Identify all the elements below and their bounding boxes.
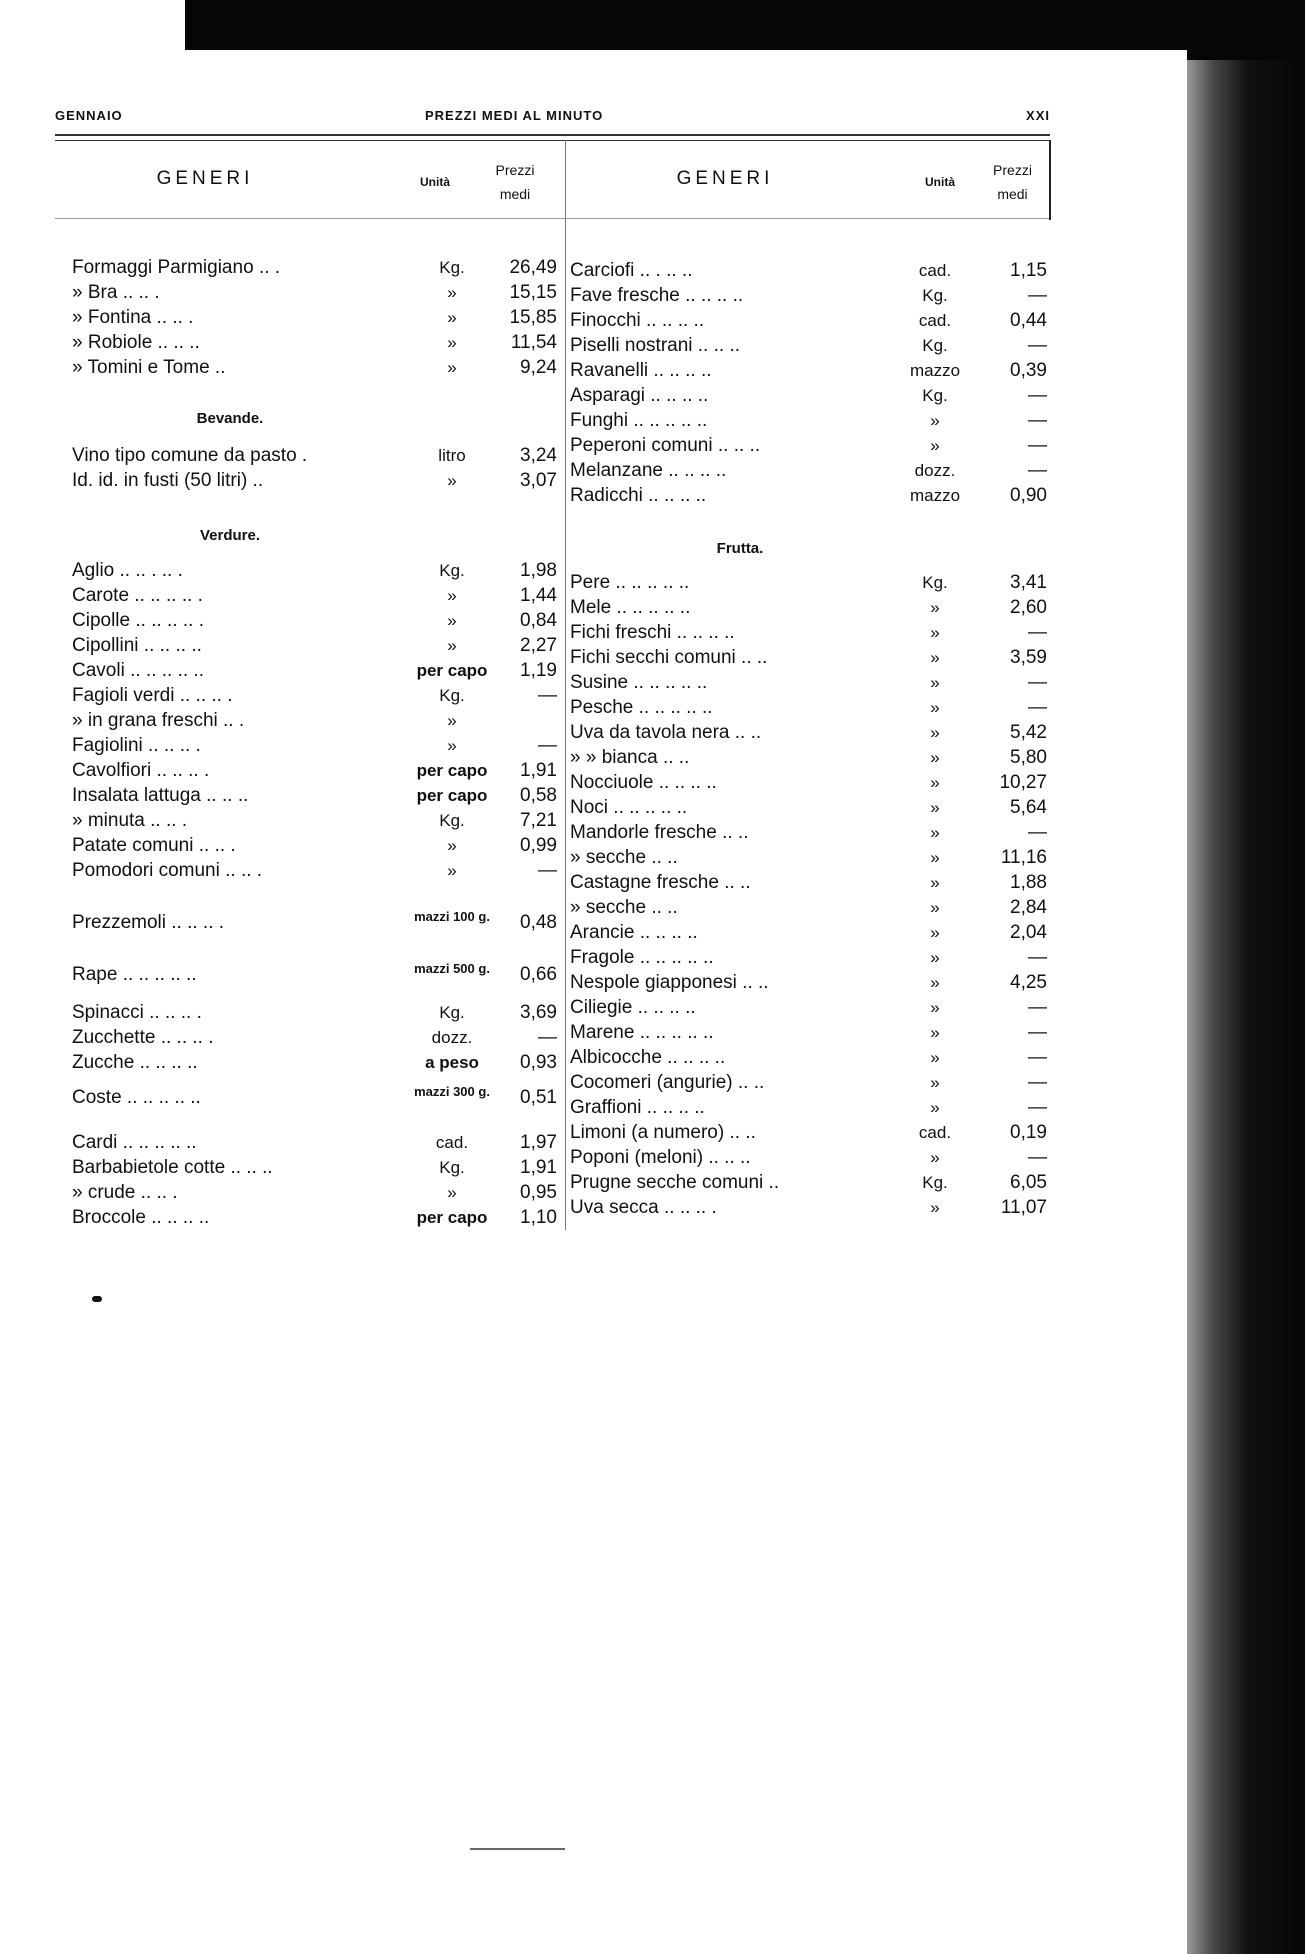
item-unit: » <box>930 698 940 717</box>
item-unit: mazzi 100 g. <box>414 909 490 924</box>
item-unit: » <box>930 1073 940 1092</box>
item-name: Cipolle .. .. .. .. . <box>72 610 204 631</box>
item-unit: » <box>930 823 940 842</box>
col-header-prezzi-right <box>975 158 1050 206</box>
item-price: — <box>538 735 557 756</box>
price-row <box>72 330 562 355</box>
item-name: Mele .. .. .. .. .. <box>570 597 691 618</box>
item-name: » Tomini e Tome .. <box>72 357 226 378</box>
item-name: Mandorle fresche .. .. <box>570 822 749 843</box>
item-unit: Kg. <box>439 1003 465 1022</box>
price-row <box>72 1000 562 1025</box>
item-name: Carote .. .. .. .. . <box>72 585 203 606</box>
item-unit: per capo <box>416 661 488 680</box>
price-row <box>72 733 562 758</box>
scan-border-right <box>1187 60 1305 1954</box>
price-row <box>570 720 1050 745</box>
item-unit: Kg. <box>439 811 465 830</box>
item-name: Cocomeri (angurie) .. .. <box>570 1072 765 1093</box>
item-unit: » <box>447 308 457 327</box>
item-name: Fave fresche .. .. .. .. <box>570 285 744 306</box>
price-row <box>570 845 1050 870</box>
price-row <box>570 408 1050 433</box>
price-row <box>570 1070 1050 1095</box>
medi-label: medi <box>997 186 1028 202</box>
item-price: 1,88 <box>1010 872 1047 893</box>
item-name: Uva da tavola nera .. .. <box>570 722 762 743</box>
item-unit: » <box>447 1183 457 1202</box>
item-price: 0,48 <box>520 912 557 933</box>
item-price: 4,25 <box>1010 972 1047 993</box>
item-unit: » <box>447 736 457 755</box>
item-price: 1,10 <box>520 1207 557 1228</box>
item-unit: » <box>447 711 457 730</box>
item-name: Cardi .. .. .. .. .. <box>72 1132 197 1153</box>
item-price: 3,69 <box>520 1002 557 1023</box>
item-unit: » <box>930 673 940 692</box>
item-name: Graffioni .. .. .. .. <box>570 1097 705 1118</box>
price-row <box>570 433 1050 458</box>
item-name: Ravanelli .. .. .. .. <box>570 360 712 381</box>
price-row <box>72 280 562 305</box>
price-row <box>570 645 1050 670</box>
item-price: — <box>1028 997 1047 1018</box>
item-price: 0,99 <box>520 835 557 856</box>
item-unit: litro <box>438 446 466 465</box>
price-row <box>570 308 1050 333</box>
item-price: — <box>1028 1097 1047 1118</box>
item-unit: dozz. <box>914 461 956 480</box>
item-name: Peperoni comuni .. .. .. <box>570 435 761 456</box>
item-price: — <box>1028 822 1047 843</box>
price-row <box>72 1205 562 1230</box>
item-unit: » <box>930 848 940 867</box>
item-name: Melanzane .. .. .. .. <box>570 460 727 481</box>
item-unit: dozz. <box>431 1028 473 1047</box>
item-name: Vino tipo comune da pasto . <box>72 445 308 466</box>
item-name: Pomodori comuni .. .. . <box>72 860 263 881</box>
item-unit: » <box>930 723 940 742</box>
header-rule-top-thin <box>55 140 1050 141</box>
item-name: Funghi .. .. .. .. .. <box>570 410 708 431</box>
item-price: 3,59 <box>1010 647 1047 668</box>
price-row <box>570 945 1050 970</box>
item-name: Pere .. .. .. .. .. <box>570 572 690 593</box>
running-head <box>55 108 1050 128</box>
item-name: » in grana freschi .. . <box>72 710 245 731</box>
item-name: Prezzemoli .. .. .. . <box>72 912 225 933</box>
item-unit: per capo <box>416 761 488 780</box>
price-row <box>72 558 562 583</box>
item-name: » minuta .. .. . <box>72 810 188 831</box>
item-unit: per capo <box>416 1208 488 1227</box>
price-row <box>570 820 1050 845</box>
item-unit: Kg. <box>439 561 465 580</box>
item-price: 2,27 <box>520 635 557 656</box>
item-unit: cad. <box>918 311 952 330</box>
item-unit: Kg. <box>922 386 948 405</box>
price-row <box>72 1180 562 1205</box>
item-unit: mazzi 500 g. <box>414 961 490 976</box>
price-row <box>72 962 562 987</box>
price-row <box>570 970 1050 995</box>
price-row <box>72 305 562 330</box>
price-row <box>570 458 1050 483</box>
item-price: 9,24 <box>520 357 557 378</box>
column-divider-right <box>1049 140 1051 220</box>
price-row <box>72 658 562 683</box>
item-unit: » <box>447 836 457 855</box>
item-name: » secche .. .. <box>570 847 678 868</box>
price-row <box>72 608 562 633</box>
item-unit: » <box>447 611 457 630</box>
item-price: 10,27 <box>999 772 1047 793</box>
item-unit: Kg. <box>439 1158 465 1177</box>
item-name: Castagne fresche .. .. <box>570 872 751 893</box>
item-name: » Bra .. .. . <box>72 282 160 303</box>
col-header-generi-right: GENERI <box>676 168 774 189</box>
section-heading: Frutta. <box>716 540 764 557</box>
price-row <box>72 833 562 858</box>
running-head-month: GENNAIO <box>55 108 123 123</box>
item-unit: Kg. <box>922 286 948 305</box>
price-row <box>72 355 562 380</box>
item-unit: » <box>447 358 457 377</box>
price-row <box>570 333 1050 358</box>
item-name: Rape .. .. .. .. .. <box>72 964 197 985</box>
price-row <box>570 1170 1050 1195</box>
item-price: — <box>1028 385 1047 406</box>
price-row <box>570 1095 1050 1120</box>
item-price: 15,85 <box>509 307 557 328</box>
item-price: 3,24 <box>520 445 557 466</box>
price-row <box>72 1130 562 1155</box>
medi-label: medi <box>499 186 531 202</box>
item-price: 11,16 <box>1000 847 1047 868</box>
item-unit: a peso <box>425 1053 479 1072</box>
column-divider-center <box>565 140 566 1230</box>
item-name: Ciliegie .. .. .. .. <box>570 997 696 1018</box>
item-name: Arancie .. .. .. .. <box>570 922 698 943</box>
item-name: » » bianca .. .. <box>570 747 690 768</box>
item-name: Spinacci .. .. .. . <box>72 1002 202 1023</box>
item-price: — <box>538 860 557 881</box>
section-heading: Bevande. <box>196 410 264 427</box>
item-name: » Fontina .. .. . <box>72 307 194 328</box>
price-row <box>570 920 1050 945</box>
item-unit: Kg. <box>922 573 948 592</box>
item-name: Nespole giapponesi .. .. <box>570 972 769 993</box>
price-row <box>570 620 1050 645</box>
prezzi-label: Prezzi <box>495 162 535 178</box>
item-name: Cipollini .. .. .. .. <box>72 635 202 656</box>
item-name: Fagiolini .. .. .. . <box>72 735 201 756</box>
price-row <box>570 1195 1050 1220</box>
item-name: Barbabietole cotte .. .. .. <box>72 1157 273 1178</box>
item-unit: » <box>930 648 940 667</box>
item-price: 1,91 <box>520 760 557 781</box>
price-row <box>570 795 1050 820</box>
item-unit: mazzi 300 g. <box>414 1084 490 1099</box>
item-unit: Kg. <box>922 1173 948 1192</box>
price-row <box>570 870 1050 895</box>
price-row <box>72 1050 562 1075</box>
item-name: Albicocche .. .. .. .. <box>570 1047 726 1068</box>
item-unit: » <box>930 1148 940 1167</box>
price-row <box>570 695 1050 720</box>
item-name: » secche .. .. <box>570 897 678 918</box>
item-name: Asparagi .. .. .. .. <box>570 385 709 406</box>
item-unit: » <box>447 636 457 655</box>
price-row <box>570 995 1050 1020</box>
item-price: 26,49 <box>509 257 557 278</box>
price-row <box>570 570 1050 595</box>
price-row <box>570 1045 1050 1070</box>
item-unit: » <box>930 1098 940 1117</box>
item-unit: » <box>930 998 940 1017</box>
item-price: 0,84 <box>520 610 557 631</box>
item-unit: » <box>930 436 940 455</box>
item-price: 1,98 <box>520 560 557 581</box>
item-unit: » <box>930 798 940 817</box>
item-name: Susine .. .. .. .. .. <box>570 672 708 693</box>
item-unit: Kg. <box>439 258 465 277</box>
item-price: 7,21 <box>520 810 557 831</box>
scan-notch <box>0 0 185 50</box>
item-price: 6,05 <box>1010 1172 1047 1193</box>
item-price: — <box>1028 435 1047 456</box>
item-name: Fichi secchi comuni .. .. <box>570 647 768 668</box>
item-name: Prugne secche comuni .. <box>570 1172 780 1193</box>
item-name: Finocchi .. .. .. .. <box>570 310 705 331</box>
price-row <box>570 258 1050 283</box>
item-name: Cavoli .. .. .. .. .. <box>72 660 204 681</box>
item-unit: cad. <box>918 261 952 280</box>
item-unit: cad. <box>435 1133 469 1152</box>
prezzi-label: Prezzi <box>993 162 1032 178</box>
item-name: Id. id. in fusti (50 litri) .. <box>72 470 264 491</box>
item-unit: » <box>930 411 940 430</box>
price-row <box>570 895 1050 920</box>
item-unit: » <box>930 873 940 892</box>
item-unit: » <box>930 898 940 917</box>
price-row <box>72 443 562 468</box>
running-head-title: PREZZI MEDI AL MINUTO <box>425 108 604 123</box>
item-price: 2,60 <box>1010 597 1047 618</box>
item-price: 5,80 <box>1010 747 1047 768</box>
item-name: Broccole .. .. .. .. <box>72 1207 210 1228</box>
item-price: — <box>1028 672 1047 693</box>
price-row <box>72 1155 562 1180</box>
price-row <box>570 595 1050 620</box>
item-name: Noci .. .. .. .. .. <box>570 797 688 818</box>
item-unit: » <box>930 948 940 967</box>
item-name: Patate comuni .. .. . <box>72 835 236 856</box>
price-row <box>72 633 562 658</box>
item-unit: mazzo <box>909 486 961 505</box>
price-row <box>570 770 1050 795</box>
price-row <box>570 358 1050 383</box>
item-unit: mazzo <box>909 361 961 380</box>
item-unit: Kg. <box>922 336 948 355</box>
price-row <box>72 808 562 833</box>
item-name: Radicchi .. .. .. .. <box>570 485 707 506</box>
item-unit: » <box>447 283 457 302</box>
item-price: 1,15 <box>1010 260 1047 281</box>
price-row <box>570 670 1050 695</box>
item-price: 0,58 <box>520 785 557 806</box>
item-unit: » <box>930 623 940 642</box>
item-name: » Robiole .. .. .. <box>72 332 200 353</box>
item-price: 1,91 <box>520 1157 557 1178</box>
col-header-generi-left: GENERI <box>156 168 254 189</box>
item-price: 0,19 <box>1010 1122 1047 1143</box>
item-price: 0,51 <box>520 1087 557 1108</box>
item-name: Piselli nostrani .. .. .. <box>570 335 741 356</box>
price-row <box>570 483 1050 508</box>
header-rule-bottom <box>55 218 1050 219</box>
item-unit: » <box>930 773 940 792</box>
item-name: Insalata lattuga .. .. .. <box>72 785 249 806</box>
item-unit: per capo <box>416 786 488 805</box>
item-price: 1,19 <box>520 660 557 681</box>
item-price: 2,04 <box>1010 922 1047 943</box>
item-unit: Kg. <box>439 686 465 705</box>
item-name: Uva secca .. .. .. . <box>570 1197 717 1218</box>
item-price: 3,41 <box>1010 572 1047 593</box>
item-name: Zucche .. .. .. .. <box>72 1052 198 1073</box>
page-number: XXI <box>1026 108 1050 123</box>
item-unit: » <box>930 598 940 617</box>
item-price: 0,95 <box>520 1182 557 1203</box>
ink-dot <box>92 1296 102 1302</box>
item-price: — <box>1028 697 1047 718</box>
item-unit: » <box>930 923 940 942</box>
item-name: Aglio .. .. . .. . <box>72 560 183 581</box>
item-price: — <box>1028 1047 1047 1068</box>
item-price: 5,64 <box>1010 797 1047 818</box>
item-price: 2,84 <box>1010 897 1047 918</box>
item-unit: » <box>930 748 940 767</box>
price-row <box>72 910 562 935</box>
col-header-unita-right: Unità <box>925 175 955 189</box>
price-row <box>72 783 562 808</box>
price-row <box>72 708 562 733</box>
item-price: 1,44 <box>520 585 557 606</box>
item-price: 5,42 <box>1010 722 1047 743</box>
price-row <box>570 383 1050 408</box>
item-name: Zucchette .. .. .. . <box>72 1027 214 1048</box>
item-price: 0,93 <box>520 1052 557 1073</box>
item-price: 0,39 <box>1010 360 1047 381</box>
item-price: 3,07 <box>520 470 557 491</box>
item-price: 0,66 <box>520 964 557 985</box>
item-price: 11,07 <box>1000 1197 1047 1218</box>
item-unit: » <box>930 1198 940 1217</box>
item-price: — <box>1028 622 1047 643</box>
price-row <box>72 468 562 493</box>
header-rule-top <box>55 134 1050 136</box>
item-price: — <box>538 1027 557 1048</box>
item-name: Carciofi .. . .. .. <box>570 260 693 281</box>
item-price: — <box>1028 335 1047 356</box>
item-name: Nocciuole .. .. .. .. <box>570 772 717 793</box>
item-unit: » <box>447 586 457 605</box>
price-row <box>72 858 562 883</box>
item-unit: » <box>930 1023 940 1042</box>
item-price: — <box>1028 285 1047 306</box>
item-price: 0,90 <box>1010 485 1047 506</box>
col-header-prezzi-left <box>480 158 550 206</box>
item-price: — <box>1028 410 1047 431</box>
item-name: Fichi freschi .. .. .. .. <box>570 622 735 643</box>
item-unit: » <box>447 333 457 352</box>
price-row <box>570 745 1050 770</box>
item-price: — <box>538 685 557 706</box>
item-price: 11,54 <box>510 332 557 353</box>
item-price: 0,44 <box>1010 310 1047 331</box>
price-row <box>72 683 562 708</box>
price-row <box>570 1020 1050 1045</box>
item-name: Pesche .. .. .. .. .. <box>570 697 713 718</box>
item-price: — <box>1028 1147 1047 1168</box>
item-unit: » <box>447 471 457 490</box>
price-row <box>570 1120 1050 1145</box>
section-heading: Verdure. <box>199 527 261 544</box>
item-name: Fagioli verdi .. .. .. . <box>72 685 233 706</box>
item-unit: » <box>447 861 457 880</box>
item-name: Limoni (a numero) .. .. <box>570 1122 756 1143</box>
item-name: Marene .. .. .. .. .. <box>570 1022 714 1043</box>
item-unit: cad. <box>918 1123 952 1142</box>
item-name: Poponi (meloni) .. .. .. <box>570 1147 751 1168</box>
item-price: — <box>1028 1022 1047 1043</box>
price-row <box>570 283 1050 308</box>
price-row <box>72 583 562 608</box>
item-name: Cavolfiori .. .. .. . <box>72 760 210 781</box>
item-unit: » <box>930 1048 940 1067</box>
item-name: Fragole .. .. .. .. .. <box>570 947 714 968</box>
item-price: — <box>1028 460 1047 481</box>
col-header-unita-left: Unità <box>420 175 450 189</box>
item-price: 1,97 <box>520 1132 557 1153</box>
price-row <box>570 1145 1050 1170</box>
price-row <box>72 1085 562 1110</box>
price-row <box>72 255 562 280</box>
item-name: » crude .. .. . <box>72 1182 178 1203</box>
item-unit: » <box>930 973 940 992</box>
item-name: Formaggi Parmigiano .. . <box>72 257 281 278</box>
item-price: — <box>1028 947 1047 968</box>
bottom-rule <box>470 1848 565 1850</box>
item-price: — <box>1028 1072 1047 1093</box>
price-row <box>72 1025 562 1050</box>
item-price: 15,15 <box>509 282 557 303</box>
item-name: Coste .. .. .. .. .. <box>72 1087 201 1108</box>
price-row <box>72 758 562 783</box>
